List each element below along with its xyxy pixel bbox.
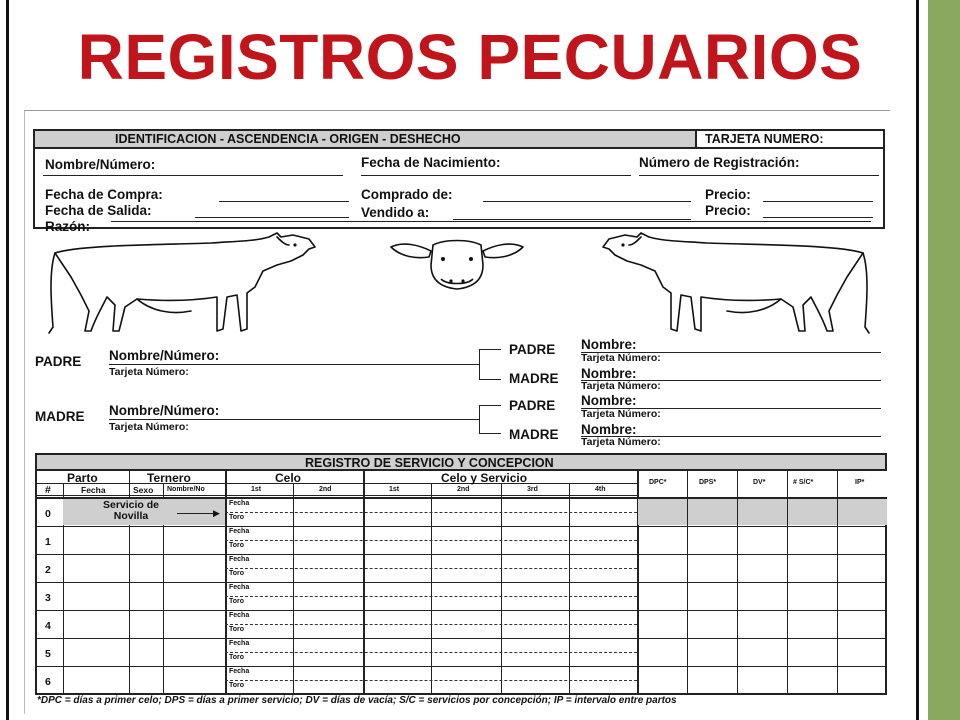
sub-fecha-label: Fecha <box>229 668 250 675</box>
slide-right-rule <box>916 0 919 720</box>
sub-toro-label: Toro <box>229 626 245 633</box>
col-cs-2: 2nd <box>457 486 470 493</box>
col-cs-3: 3rd <box>527 486 538 493</box>
dam-grand-dam-name-label: Nombre: <box>581 422 637 437</box>
service-cell[interactable] <box>569 499 637 527</box>
service-register-grid <box>35 471 887 695</box>
table-row <box>37 611 887 639</box>
col-dps: DPS* <box>699 479 717 486</box>
row-number: 0 <box>45 508 51 520</box>
table-row <box>37 583 887 611</box>
service-cell[interactable] <box>431 555 501 583</box>
sub-fecha-label: Fecha <box>229 612 250 619</box>
service-cell[interactable] <box>225 639 293 667</box>
col-celo-2: 2nd <box>319 486 332 493</box>
service-cell[interactable] <box>225 667 293 695</box>
col-cs-1: 1st <box>389 486 400 493</box>
ternero-group-label: Ternero <box>147 471 191 485</box>
dam-name-label: Nombre/Número: <box>109 403 220 418</box>
registration-number-field[interactable] <box>639 175 879 176</box>
service-cell[interactable] <box>293 667 363 695</box>
service-cell[interactable] <box>363 583 431 611</box>
row-number: 2 <box>45 564 51 576</box>
service-cell[interactable] <box>569 555 637 583</box>
bought-from-field[interactable] <box>483 201 691 202</box>
service-cell[interactable] <box>225 555 293 583</box>
sold-to-label: Vendido a: <box>361 205 430 220</box>
sire-grand-dam-label: MADRE <box>509 371 559 386</box>
dam-name-field[interactable] <box>109 419 479 420</box>
col-nombre: Nombre/No <box>167 486 205 493</box>
service-register-title: REGISTRO DE SERVICIO Y CONCEPCION <box>305 456 554 470</box>
service-cell[interactable] <box>501 555 569 583</box>
birth-date-field[interactable] <box>361 175 631 176</box>
col-dv: DV* <box>753 479 766 486</box>
service-cell[interactable] <box>293 555 363 583</box>
sire-grand-sire-label: PADRE <box>509 342 556 357</box>
service-cell[interactable] <box>569 639 637 667</box>
col-ip: IP* <box>855 479 865 486</box>
service-cell[interactable] <box>431 667 501 695</box>
service-cell[interactable] <box>293 583 363 611</box>
sub-fecha-label: Fecha <box>229 528 250 535</box>
service-cell[interactable] <box>501 499 569 527</box>
name-number-label: Nombre/Número: <box>45 157 156 172</box>
col-sexo: Sexo <box>133 485 154 495</box>
row-number: 5 <box>45 648 51 660</box>
service-cell[interactable] <box>569 667 637 695</box>
price-field-1[interactable] <box>763 201 873 202</box>
cow-side-icon <box>593 231 877 341</box>
service-cell[interactable] <box>225 499 293 527</box>
sire-card-label: Tarjeta Número: <box>109 366 189 378</box>
service-cell[interactable] <box>225 611 293 639</box>
registration-number-label: Número de Registración: <box>639 155 800 170</box>
sire-label: PADRE <box>35 354 82 369</box>
dam-grand-sire-name-label: Nombre: <box>581 393 637 408</box>
identification-header <box>35 131 883 149</box>
sub-toro-label: Toro <box>229 654 245 661</box>
sub-toro-label: Toro <box>229 514 245 521</box>
purchase-date-field[interactable] <box>219 201 349 202</box>
service-cell[interactable] <box>501 667 569 695</box>
sire-grand-sire-card-label: Tarjeta Número: <box>581 352 661 364</box>
card-number-label: TARJETA NUMERO: <box>705 132 824 146</box>
table-row <box>37 667 887 695</box>
service-cell[interactable] <box>431 499 501 527</box>
service-cell[interactable] <box>431 611 501 639</box>
table-row <box>37 499 887 527</box>
service-cell[interactable] <box>569 527 637 555</box>
dam-card-label: Tarjeta Número: <box>109 421 189 433</box>
table-row <box>37 555 887 583</box>
col-sc: # S/C* <box>793 479 814 486</box>
arrow-right-icon: ▶ <box>213 508 220 518</box>
col-num: # <box>45 484 51 496</box>
row-number: 6 <box>45 676 51 688</box>
dam-grand-dam-label: MADRE <box>509 427 559 442</box>
service-cell[interactable] <box>569 583 637 611</box>
service-cell[interactable] <box>363 611 431 639</box>
service-cell[interactable] <box>501 583 569 611</box>
service-cell[interactable] <box>431 583 501 611</box>
sub-toro-label: Toro <box>229 570 245 577</box>
exit-date-label: Fecha de Salida: <box>45 203 152 218</box>
bought-from-label: Comprado de: <box>361 187 453 202</box>
sub-fecha-label: Fecha <box>229 500 250 507</box>
col-cs-4: 4th <box>595 486 606 493</box>
accent-bar <box>928 0 960 720</box>
service-cell[interactable] <box>431 527 501 555</box>
row-number: 4 <box>45 620 51 632</box>
dam-grand-dam-card-label: Tarjeta Número: <box>581 436 661 448</box>
price-label-1: Precio: <box>705 187 751 202</box>
identification-title: IDENTIFICACION - ASCENDENCIA - ORIGEN - DESHECHO <box>115 132 461 146</box>
service-cell[interactable] <box>363 555 431 583</box>
col-fecha: Fecha <box>81 485 106 495</box>
service-cell[interactable] <box>363 527 431 555</box>
reason-field[interactable] <box>111 221 871 222</box>
service-cell[interactable] <box>293 499 363 527</box>
sub-toro-label: Toro <box>229 542 245 549</box>
dam-grand-sire-label: PADRE <box>509 398 556 413</box>
sub-fecha-label: Fecha <box>229 584 250 591</box>
row-number: 1 <box>45 536 51 548</box>
service-cell[interactable] <box>293 639 363 667</box>
row0-heifer-service-note: Servicio de Novilla <box>102 499 160 522</box>
slide-left-rule <box>6 0 9 720</box>
sire-grand-dam-name-label: Nombre: <box>581 366 637 381</box>
dam-label: MADRE <box>35 409 85 424</box>
celo-group-label: Celo <box>275 471 302 485</box>
footnote: *DPC = días a primer celo; DPS = días a primer servicio; DV = días de vacía; S/C = servicios por concepción; IP = intervalo entre partos <box>37 695 677 706</box>
service-cell[interactable] <box>293 527 363 555</box>
service-cell[interactable] <box>225 527 293 555</box>
sire-grand-dam-card-label: Tarjeta Número: <box>581 380 661 392</box>
table-row <box>37 639 887 667</box>
livestock-record-form <box>24 110 890 714</box>
service-cell[interactable] <box>569 611 637 639</box>
service-cell[interactable] <box>501 639 569 667</box>
service-cell[interactable] <box>501 611 569 639</box>
dam-grand-sire-card-label: Tarjeta Número: <box>581 408 661 420</box>
name-number-field[interactable] <box>43 175 343 176</box>
reason-label: Razón: <box>45 219 90 234</box>
table-row <box>37 527 887 555</box>
celo-servicio-group-label: Celo y Servicio <box>441 471 528 485</box>
col-celo-1: 1st <box>251 486 262 493</box>
price-label-2: Precio: <box>705 203 751 218</box>
service-cell[interactable] <box>363 499 431 527</box>
identification-section <box>33 129 885 234</box>
sub-toro-label: Toro <box>229 682 245 689</box>
slide-title: REGISTROS PECUARIOS <box>77 21 863 93</box>
purchase-date-label: Fecha de Compra: <box>45 187 163 202</box>
service-cell[interactable] <box>225 583 293 611</box>
sire-grand-sire-name-label: Nombre: <box>581 337 637 352</box>
cow-face-icon <box>389 235 525 293</box>
service-cell[interactable] <box>501 527 569 555</box>
service-register-header <box>35 453 887 471</box>
sire-name-label: Nombre/Número: <box>109 348 220 363</box>
cow-side-icon <box>41 231 325 341</box>
sub-fecha-label: Fecha <box>229 556 250 563</box>
col-dpc: DPC* <box>649 479 667 486</box>
price-field-2[interactable] <box>763 217 873 218</box>
service-cell[interactable] <box>363 639 431 667</box>
service-cell[interactable] <box>431 639 501 667</box>
sire-name-field[interactable] <box>109 364 479 365</box>
sub-fecha-label: Fecha <box>229 640 250 647</box>
birth-date-label: Fecha de Nacimiento: <box>361 155 501 170</box>
parto-group-label: Parto <box>67 471 98 485</box>
sub-toro-label: Toro <box>229 598 245 605</box>
sold-to-field[interactable] <box>453 219 691 220</box>
service-cell[interactable] <box>363 667 431 695</box>
row-number: 3 <box>45 592 51 604</box>
service-cell[interactable] <box>293 611 363 639</box>
exit-date-field[interactable] <box>195 217 349 218</box>
